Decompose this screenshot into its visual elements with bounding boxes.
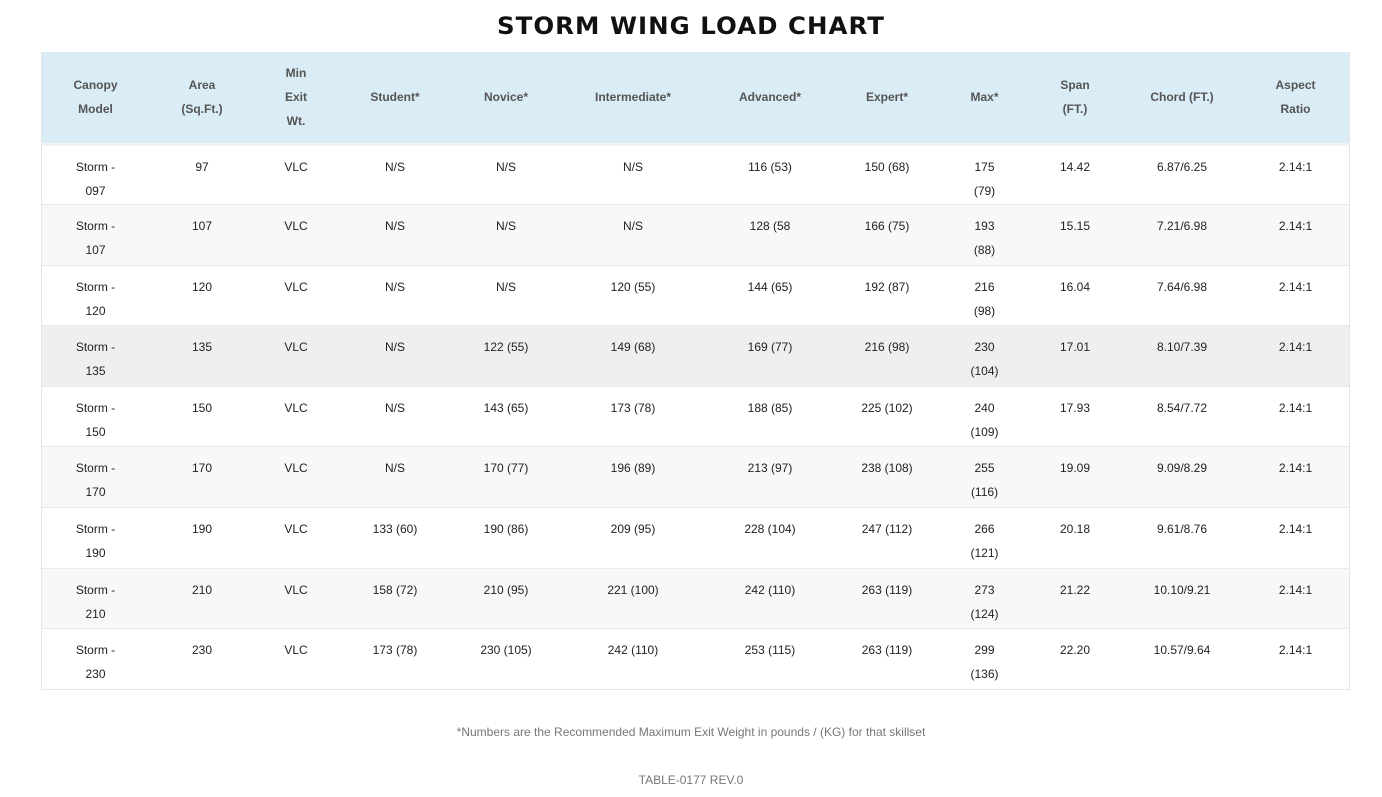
table-cell	[1242, 447, 1349, 508]
table-cell	[149, 568, 255, 629]
table-cell-text: 228 (104)	[744, 522, 796, 537]
table-cell	[337, 508, 453, 569]
table-cell	[337, 265, 453, 326]
table-cell	[1122, 205, 1242, 266]
table-cell-text: (124)	[970, 606, 999, 621]
table-cell-text: 263 (119)	[861, 643, 913, 658]
table-cell	[453, 508, 559, 569]
table-cell	[42, 326, 149, 387]
table-cell	[42, 568, 149, 629]
table-cell-text: N/S	[622, 159, 643, 174]
table-cell-text: 128 (58	[749, 219, 791, 234]
table-cell	[255, 205, 337, 266]
table-body	[42, 144, 1349, 689]
table-cell-text: 2.14:1	[1278, 582, 1313, 597]
table-cell-text: 190	[191, 522, 213, 537]
table-cell	[337, 326, 453, 387]
table-cell-text: VLC	[284, 461, 308, 476]
table-cell-text: 14.42	[1059, 159, 1091, 174]
table-row	[42, 326, 1349, 387]
table-cell-text: 169 (77)	[747, 340, 793, 355]
column-header-text: Chord (FT.)	[1150, 90, 1214, 105]
table-cell-text: 120	[191, 279, 213, 294]
table-cell-text: VLC	[284, 522, 308, 537]
table-header	[42, 52, 1349, 144]
column-header-text: Ratio	[1280, 102, 1311, 117]
table-cell-text: 135	[191, 340, 213, 355]
table-cell	[559, 386, 707, 447]
page-title: STORM WING LOAD CHART	[496, 12, 886, 40]
column-header-text: Aspect	[1275, 78, 1316, 93]
table-cell	[707, 265, 833, 326]
table-cell	[1028, 508, 1122, 569]
table-row	[42, 568, 1349, 629]
table-cell	[707, 205, 833, 266]
table-cell-text: 120 (55)	[610, 279, 656, 294]
table-cell-text: VLC	[284, 643, 308, 658]
column-header	[833, 52, 941, 144]
table-cell	[707, 629, 833, 690]
table-cell	[1122, 568, 1242, 629]
table-cell	[1122, 386, 1242, 447]
table-cell	[1122, 629, 1242, 690]
table-cell-text: N/S	[384, 400, 405, 415]
table-cell	[1242, 144, 1349, 205]
table-cell-text: 210	[85, 606, 106, 621]
table-cell	[1028, 629, 1122, 690]
table-cell	[1028, 326, 1122, 387]
table-cell-text: 193	[974, 219, 995, 234]
table-cell	[42, 629, 149, 690]
header-row	[42, 52, 1349, 144]
table-cell	[833, 205, 941, 266]
table-cell-text: 299	[974, 643, 995, 658]
table-cell-text: 133 (60)	[372, 522, 418, 537]
table-cell	[1028, 205, 1122, 266]
table-cell-text: 2.14:1	[1278, 643, 1313, 658]
table-cell-text: 2.14:1	[1278, 461, 1313, 476]
table-cell-text: 143 (65)	[483, 400, 529, 415]
table-cell-text: VLC	[284, 159, 308, 174]
table-cell-text: 8.10/7.39	[1156, 340, 1208, 355]
table-cell-text: 19.09	[1059, 461, 1091, 476]
table-row	[42, 265, 1349, 326]
table-cell-text: N/S	[384, 340, 405, 355]
table-row	[42, 629, 1349, 690]
table-cell	[1122, 144, 1242, 205]
table-cell-text: (136)	[970, 667, 999, 682]
column-header	[941, 52, 1028, 144]
column-header	[337, 52, 453, 144]
table-cell-text: Storm -	[75, 461, 116, 476]
table-cell	[42, 265, 149, 326]
table-cell-text: 253 (115)	[744, 643, 796, 658]
table-cell-text: (121)	[970, 546, 999, 561]
table-cell-text: 122 (55)	[483, 340, 529, 355]
column-header-text: Model	[78, 102, 113, 117]
table-cell	[1242, 386, 1349, 447]
table-cell	[42, 144, 149, 205]
table-cell	[833, 386, 941, 447]
table-cell	[833, 629, 941, 690]
table-cell	[941, 144, 1028, 205]
table-cell	[453, 326, 559, 387]
table-cell	[255, 447, 337, 508]
table-cell-text: 107	[191, 219, 213, 234]
table-cell-text: Storm -	[75, 400, 116, 415]
table-cell-text: N/S	[384, 219, 405, 234]
table-cell	[1028, 447, 1122, 508]
table-cell-text: 10.10/9.21	[1153, 582, 1211, 597]
column-header	[1028, 52, 1122, 144]
table-cell-text: N/S	[384, 461, 405, 476]
table-cell-text: Storm -	[75, 522, 116, 537]
table-cell-text: 230	[191, 643, 213, 658]
table-cell	[337, 205, 453, 266]
table-cell	[255, 326, 337, 387]
table-cell	[1242, 265, 1349, 326]
table-cell	[941, 447, 1028, 508]
wing-load-table-container	[41, 52, 1350, 690]
column-header-text: Student*	[370, 90, 420, 105]
table-cell-text: 9.61/8.76	[1156, 522, 1208, 537]
table-cell-text: 150	[85, 424, 106, 439]
table-cell	[42, 386, 149, 447]
table-cell-text: 238 (108)	[861, 461, 913, 476]
table-cell	[453, 629, 559, 690]
table-row	[42, 144, 1349, 205]
table-cell-text: (104)	[970, 364, 999, 379]
table-cell	[337, 447, 453, 508]
table-cell-text: Storm -	[75, 279, 116, 294]
table-cell	[1028, 144, 1122, 205]
table-cell-text: 120	[85, 303, 106, 318]
table-cell	[1242, 205, 1349, 266]
table-cell-text: 173 (78)	[610, 400, 656, 415]
table-cell-text: 170 (77)	[483, 461, 529, 476]
table-cell-text: 97	[195, 159, 209, 174]
table-cell-text: 230	[974, 340, 995, 355]
table-cell	[941, 386, 1028, 447]
table-cell	[337, 629, 453, 690]
table-cell-text: 255	[974, 461, 995, 476]
table-cell-text: 190	[85, 546, 106, 561]
table-cell-text: 221 (100)	[607, 582, 659, 597]
table-cell	[453, 568, 559, 629]
column-header-text: Canopy	[73, 78, 118, 93]
table-cell	[149, 629, 255, 690]
table-cell-text: 2.14:1	[1278, 340, 1313, 355]
table-cell	[559, 144, 707, 205]
column-header	[42, 52, 149, 144]
table-cell	[833, 508, 941, 569]
table-cell-text: 242 (110)	[607, 643, 659, 658]
table-cell-text: 9.09/8.29	[1156, 461, 1208, 476]
table-cell-text: 190 (86)	[483, 522, 529, 537]
table-cell-text: 2.14:1	[1278, 159, 1313, 174]
table-cell-text: VLC	[284, 340, 308, 355]
table-cell	[833, 326, 941, 387]
table-cell	[255, 265, 337, 326]
column-header	[707, 52, 833, 144]
table-cell-text: 216 (98)	[864, 340, 910, 355]
table-cell-text: (88)	[973, 243, 996, 258]
table-cell	[1028, 265, 1122, 326]
table-cell	[149, 205, 255, 266]
table-row	[42, 205, 1349, 266]
table-cell-text: 240	[974, 400, 995, 415]
table-cell	[559, 326, 707, 387]
table-cell-text: VLC	[284, 279, 308, 294]
table-cell	[149, 326, 255, 387]
table-cell	[149, 144, 255, 205]
table-cell	[941, 205, 1028, 266]
table-cell-text: 209 (95)	[610, 522, 656, 537]
table-cell-text: 196 (89)	[610, 461, 656, 476]
table-cell-text: 263 (119)	[861, 582, 913, 597]
table-cell-text: 17.93	[1059, 400, 1091, 415]
table-cell-text: 150 (68)	[864, 159, 910, 174]
table-cell-text: 266	[974, 522, 995, 537]
table-cell-text: VLC	[284, 219, 308, 234]
table-cell-text: Storm -	[75, 643, 116, 658]
table-cell	[833, 265, 941, 326]
table-cell-text: 242 (110)	[744, 582, 796, 597]
table-cell-text: 107	[85, 243, 106, 258]
column-header-text: Intermediate*	[594, 90, 672, 105]
table-cell-text: 247 (112)	[861, 522, 913, 537]
table-cell-text: 2.14:1	[1278, 400, 1313, 415]
table-cell	[149, 447, 255, 508]
table-cell-text: 17.01	[1059, 340, 1091, 355]
table-cell	[453, 386, 559, 447]
table-cell-text: 210 (95)	[483, 582, 529, 597]
table-cell-text: VLC	[284, 400, 308, 415]
wing-load-table	[42, 52, 1349, 689]
table-cell	[42, 508, 149, 569]
table-cell	[833, 447, 941, 508]
table-cell	[255, 144, 337, 205]
table-cell	[941, 568, 1028, 629]
table-cell-text: 116 (53)	[748, 159, 792, 174]
table-cell-text: VLC	[284, 582, 308, 597]
table-cell	[833, 144, 941, 205]
table-cell	[559, 205, 707, 266]
table-cell-text: 2.14:1	[1278, 279, 1313, 294]
table-cell-text: 210	[191, 582, 213, 597]
table-cell	[1122, 447, 1242, 508]
table-cell	[337, 386, 453, 447]
table-cell-text: Storm -	[75, 340, 116, 355]
table-row	[42, 508, 1349, 569]
table-cell-text: Storm -	[75, 219, 116, 234]
column-header	[1242, 52, 1349, 144]
table-cell-text: 10.57/9.64	[1153, 643, 1211, 658]
column-header-text: (Sq.Ft.)	[181, 102, 223, 117]
document-id: TABLE-0177 REV.0	[638, 773, 744, 787]
table-cell	[707, 447, 833, 508]
column-header	[453, 52, 559, 144]
table-cell	[337, 568, 453, 629]
column-header-text: Area	[188, 78, 216, 93]
table-cell-text: 6.87/6.25	[1156, 159, 1208, 174]
table-cell	[833, 568, 941, 629]
table-cell-text: 170	[85, 485, 106, 500]
table-cell	[42, 447, 149, 508]
table-cell-text: (98)	[973, 303, 996, 318]
table-cell-text: 7.64/6.98	[1156, 279, 1208, 294]
footnote: *Numbers are the Recommended Maximum Exit Weight in pounds / (KG) for that skillset	[456, 725, 926, 739]
table-cell-text: 225 (102)	[861, 400, 913, 415]
table-cell	[707, 326, 833, 387]
table-cell	[255, 629, 337, 690]
table-cell-text: 213 (97)	[747, 461, 793, 476]
table-cell-text: 7.21/6.98	[1156, 219, 1208, 234]
table-cell	[453, 144, 559, 205]
column-header-text: Span	[1060, 78, 1090, 93]
table-cell-text: (109)	[970, 424, 999, 439]
table-cell	[707, 568, 833, 629]
column-header-text: Exit	[284, 90, 307, 105]
table-cell-text: 8.54/7.72	[1156, 400, 1208, 415]
table-cell	[42, 205, 149, 266]
table-cell-text: N/S	[384, 279, 405, 294]
table-cell-text: N/S	[495, 219, 516, 234]
table-cell-text: (79)	[973, 183, 996, 198]
table-cell-text: N/S	[495, 279, 516, 294]
table-cell-text: Storm -	[75, 582, 116, 597]
table-cell	[453, 447, 559, 508]
table-cell-text: N/S	[495, 159, 516, 174]
table-cell	[559, 265, 707, 326]
table-cell	[559, 568, 707, 629]
table-cell	[149, 508, 255, 569]
table-cell-text: Storm -	[75, 159, 116, 174]
table-cell	[1122, 508, 1242, 569]
table-cell	[453, 265, 559, 326]
table-cell-text: 192 (87)	[864, 279, 910, 294]
table-cell-text: 22.20	[1059, 643, 1091, 658]
table-cell-text: 230 (105)	[480, 643, 532, 658]
table-cell	[559, 447, 707, 508]
table-cell	[1122, 265, 1242, 326]
table-cell	[559, 508, 707, 569]
column-header-text: (FT.)	[1062, 102, 1088, 117]
table-cell-text: (116)	[970, 485, 999, 500]
table-cell-text: 273	[974, 582, 995, 597]
table-cell-text: 230	[85, 667, 106, 682]
column-header-text: Wt.	[286, 114, 306, 129]
table-cell-text: 15.15	[1059, 219, 1091, 234]
table-cell	[149, 386, 255, 447]
table-cell	[707, 386, 833, 447]
table-cell	[707, 144, 833, 205]
table-cell-text: 175	[974, 159, 995, 174]
table-cell-text: 170	[191, 461, 213, 476]
column-header	[149, 52, 255, 144]
table-cell	[255, 568, 337, 629]
column-header	[255, 52, 337, 144]
table-row	[42, 447, 1349, 508]
table-cell	[453, 205, 559, 266]
table-cell	[255, 386, 337, 447]
table-cell	[941, 326, 1028, 387]
table-cell	[337, 144, 453, 205]
table-cell	[1242, 326, 1349, 387]
column-header-text: Advanced*	[738, 90, 802, 105]
table-cell	[1242, 629, 1349, 690]
table-cell	[1242, 568, 1349, 629]
table-cell	[559, 629, 707, 690]
table-cell-text: 149 (68)	[610, 340, 656, 355]
table-cell-text: 188 (85)	[747, 400, 793, 415]
table-cell	[941, 508, 1028, 569]
table-cell-text: 166 (75)	[864, 219, 910, 234]
table-cell	[941, 629, 1028, 690]
table-cell	[1028, 568, 1122, 629]
table-row	[42, 386, 1349, 447]
table-cell-text: 173 (78)	[372, 643, 418, 658]
table-cell	[1028, 386, 1122, 447]
column-header-text: Max*	[970, 90, 999, 105]
table-cell-text: 2.14:1	[1278, 522, 1313, 537]
column-header-text: Min	[285, 66, 307, 81]
table-cell-text: 097	[85, 183, 106, 198]
table-cell-text: N/S	[384, 159, 405, 174]
table-cell-text: 158 (72)	[372, 582, 418, 597]
table-cell	[149, 265, 255, 326]
column-header	[1122, 52, 1242, 144]
table-cell-text: 2.14:1	[1278, 219, 1313, 234]
table-cell-text: 135	[85, 364, 106, 379]
column-header-text: Novice*	[483, 90, 529, 105]
column-header-text: Expert*	[865, 90, 909, 105]
table-cell-text: 216	[974, 279, 995, 294]
table-cell-text: 16.04	[1059, 279, 1091, 294]
table-cell	[255, 508, 337, 569]
table-cell-text: 150	[191, 400, 213, 415]
table-cell-text: N/S	[622, 219, 643, 234]
table-cell-text: 144 (65)	[747, 279, 793, 294]
table-cell	[1242, 508, 1349, 569]
table-cell-text: 21.22	[1059, 582, 1091, 597]
table-cell-text: 20.18	[1059, 522, 1091, 537]
table-cell	[1122, 326, 1242, 387]
table-cell	[941, 265, 1028, 326]
column-header	[559, 52, 707, 144]
table-cell	[707, 508, 833, 569]
